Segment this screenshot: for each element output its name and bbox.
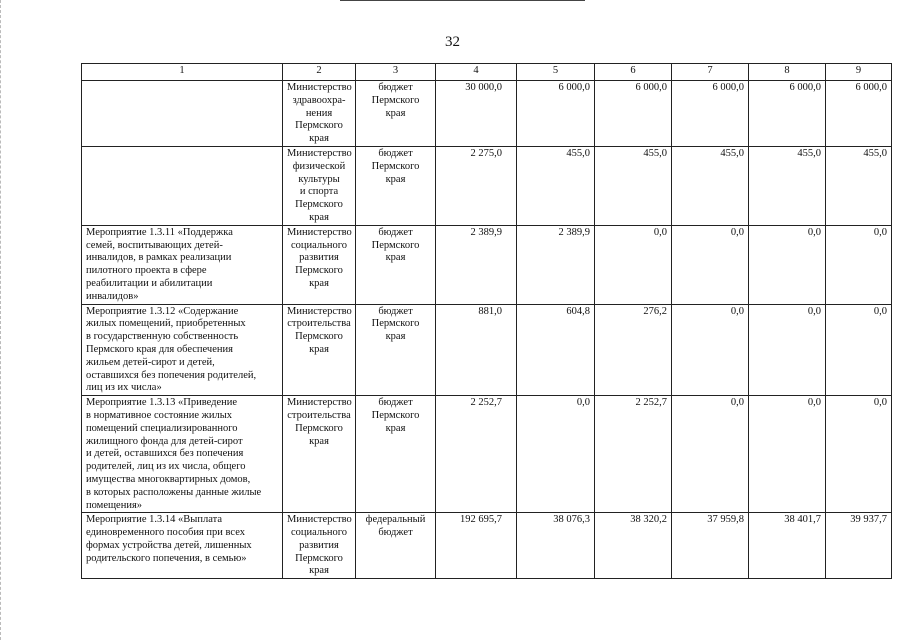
amount-cell: 455,0 xyxy=(826,146,892,225)
table-row xyxy=(82,146,892,225)
top-rule xyxy=(340,0,585,1)
budget-table xyxy=(81,63,892,579)
amount-cell: 0,0 xyxy=(672,225,749,304)
amount-cell: 6 000,0 xyxy=(826,81,892,147)
amount-cell: 6 000,0 xyxy=(595,81,672,147)
funding-source-cell: федеральный бюджет xyxy=(356,513,436,579)
amount-cell: 455,0 xyxy=(595,146,672,225)
funding-source-cell: бюджет Пермского края xyxy=(356,146,436,225)
amount-cell: 0,0 xyxy=(826,396,892,513)
funding-source-cell: бюджет Пермского края xyxy=(356,81,436,147)
funding-source-cell: бюджет Пермского края xyxy=(356,396,436,513)
table-row xyxy=(82,81,892,147)
amount-cell: 0,0 xyxy=(826,304,892,396)
funding-source-cell: бюджет Пермского края xyxy=(356,304,436,396)
amount-cell: 0,0 xyxy=(672,396,749,513)
column-header-6: 6 xyxy=(595,64,672,81)
amount-cell: 2 252,7 xyxy=(595,396,672,513)
amount-cell: 38 076,3 xyxy=(517,513,595,579)
amount-cell: 192 695,7 xyxy=(436,513,517,579)
amount-cell: 455,0 xyxy=(749,146,826,225)
measure-name-cell: Мероприятие 1.3.13 «Приведение в нормативное состояние жилых помещений специализированного жилищного фонда для детей-сирот и детей, оставшихся без попечения родителей, лиц из их числа, общего имущества многоквартирных домов, в которых расположены данные жилые помещения» xyxy=(82,396,283,513)
amount-cell: 6 000,0 xyxy=(749,81,826,147)
amount-cell: 0,0 xyxy=(749,396,826,513)
column-header-9: 9 xyxy=(826,64,892,81)
measure-name-cell xyxy=(82,146,283,225)
amount-cell: 2 252,7 xyxy=(436,396,517,513)
amount-cell: 39 937,7 xyxy=(826,513,892,579)
amount-cell: 38 401,7 xyxy=(749,513,826,579)
table-row xyxy=(82,225,892,304)
measure-name-cell: Мероприятие 1.3.11 «Поддержка семей, воспитывающих детей- инвалидов, в рамках реализации пилотного проекта в сфере реабилитации и абилитации инвалидов» xyxy=(82,225,283,304)
amount-cell: 0,0 xyxy=(749,225,826,304)
table-row xyxy=(82,513,892,579)
amount-cell: 0,0 xyxy=(826,225,892,304)
column-header-2: 2 xyxy=(283,64,356,81)
amount-cell: 0,0 xyxy=(672,304,749,396)
column-header-8: 8 xyxy=(749,64,826,81)
column-header-1: 1 xyxy=(82,64,283,81)
executor-cell: Министерство социального развития Пермского края xyxy=(283,225,356,304)
amount-cell: 0,0 xyxy=(517,396,595,513)
table-row xyxy=(82,304,892,396)
amount-cell: 38 320,2 xyxy=(595,513,672,579)
amount-cell: 2 389,9 xyxy=(436,225,517,304)
measure-name-cell: Мероприятие 1.3.14 «Выплата единовременного пособия при всех формах устройства детей, лишенных родительского попечения, в семью» xyxy=(82,513,283,579)
amount-cell: 455,0 xyxy=(672,146,749,225)
executor-cell: Министерство здравоохра- нения Пермского края xyxy=(283,81,356,147)
amount-cell: 0,0 xyxy=(749,304,826,396)
amount-cell: 2 275,0 xyxy=(436,146,517,225)
funding-source-cell: бюджет Пермского края xyxy=(356,225,436,304)
amount-cell: 604,8 xyxy=(517,304,595,396)
table-body xyxy=(82,81,892,579)
amount-cell: 6 000,0 xyxy=(672,81,749,147)
amount-cell: 2 389,9 xyxy=(517,225,595,304)
amount-cell: 881,0 xyxy=(436,304,517,396)
amount-cell: 276,2 xyxy=(595,304,672,396)
executor-cell: Министерство строительства Пермского края xyxy=(283,304,356,396)
amount-cell: 455,0 xyxy=(517,146,595,225)
executor-cell: Министерство физической культуры и спорта Пермского края xyxy=(283,146,356,225)
measure-name-cell: Мероприятие 1.3.12 «Содержание жилых помещений, приобретенных в государственную собственность Пермского края для обеспечения жильем детей-сирот и детей, оставшихся без попечения родителей, лиц из их числа» xyxy=(82,304,283,396)
margin-line xyxy=(0,0,1,640)
page-number: 32 xyxy=(445,34,460,50)
amount-cell: 0,0 xyxy=(595,225,672,304)
amount-cell: 37 959,8 xyxy=(672,513,749,579)
table-row xyxy=(82,396,892,513)
amount-cell: 30 000,0 xyxy=(436,81,517,147)
header-row xyxy=(82,64,892,81)
executor-cell: Министерство социального развития Пермского края xyxy=(283,513,356,579)
amount-cell: 6 000,0 xyxy=(517,81,595,147)
measure-name-cell xyxy=(82,81,283,147)
column-header-4: 4 xyxy=(436,64,517,81)
executor-cell: Министерство строительства Пермского края xyxy=(283,396,356,513)
column-header-5: 5 xyxy=(517,64,595,81)
column-header-3: 3 xyxy=(356,64,436,81)
column-header-7: 7 xyxy=(672,64,749,81)
